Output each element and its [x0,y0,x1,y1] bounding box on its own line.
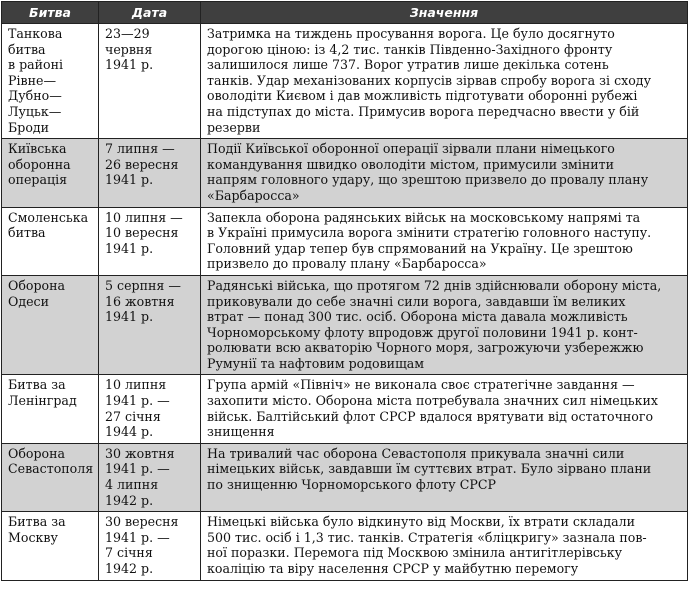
battle-cell: Битва за Москву [2,512,99,580]
battles-table [1,1,688,581]
battle-cell: Оборона Севастополя [2,443,99,511]
table-row [2,443,688,511]
battle-cell: Битва за Ленінград [2,375,99,443]
header-battle: Битва [2,2,99,24]
header-significance: Значення [201,2,688,24]
date-cell: 5 серпня — 16 жовтня 1941 р. [99,275,201,375]
date-cell: 30 вересня 1941 р. — 7 січня 1942 р. [99,512,201,580]
significance-cell: На тривалий час оборона Севастополя прикувала значні сили німецьких військ, завдавши їм суттєвих втрат. Було зірвано плани по знищенню Чорноморського флоту СРСР [201,443,688,511]
date-cell: 7 липня — 26 вересня 1941 р. [99,139,201,207]
date-cell: 23—29 червня 1941 р. [99,24,201,139]
date-cell: 10 липня 1941 р. — 27 січня 1944 р. [99,375,201,443]
header-date: Дата [99,2,201,24]
date-cell: 30 жовтня 1941 р. — 4 липня 1942 р. [99,443,201,511]
significance-cell: Німецькі війська було відкинуто від Москви, їх втрати складали 500 тис. осіб і 1,3 тис. танків. Стратегія «бліцкригу» зазнала пов- ної поразки. Перемога під Москвою змінила антигітлерівську коаліцію та віру населення СРСР у майбутню перемогу [201,512,688,580]
significance-cell: Група армій «Північ» не виконала своє стратегічне завдання — захопити місто. Оборона міста потребувала значних сил німецьких військ. Балтійський флот СРСР вдалося врятувати від остаточного знищення [201,375,688,443]
table-row [2,24,688,139]
table-row [2,207,688,275]
battles-table-container [1,1,687,581]
significance-cell: Події Київської оборонної операції зірвали плани німецького командування швидко оволодіти містом, примусили змінити напрям головного удару, що зрештою призвело до провалу плану «Барбаросса» [201,139,688,207]
battle-cell: Танкова битва в районі Рівне— Дубно— Луцьк— Броди [2,24,99,139]
table-row [2,375,688,443]
battle-cell: Смоленська битва [2,207,99,275]
significance-cell: Запекла оборона радянських військ на московському напрямі та в Україні примусила ворога змінити стратегію головного наступу. Головний удар тепер був спрямований на Україну. Це зрештою призвело до провалу плану «Барбаросса» [201,207,688,275]
table-row [2,139,688,207]
significance-cell: Затримка на тиждень просування ворога. Це було досягнуто дорогою ціною: із 4,2 тис. танків Південно-Західного фронту залишилося лише 737. Ворог утратив лише декілька сотень танків. Удар механізованих корпусів зірвав спробу ворога зі сходу оволодіти Києвом і дав можливість підготувати оборонні рубежі на підступах до міста. Примусив ворога передчасно ввести у бій резерви [201,24,688,139]
table-row [2,512,688,580]
table-header-row [2,2,688,24]
battle-cell: Оборона Одеси [2,275,99,375]
significance-cell: Радянські війська, що протягом 72 днів здійснювали оборону міста, приковували до себе значні сили ворога, завдавши їм великих втрат — понад 300 тис. осіб. Оборона міста давала можливість Чорноморському флоту впродовж другої половини 1941 р. конт- ролювати всю акваторію Чорного моря, загрожуючи узбережжю Румунії та нафтовим родовищам [201,275,688,375]
table-row [2,275,688,375]
battle-cell: Київська оборонна операція [2,139,99,207]
date-cell: 10 липня — 10 вересня 1941 р. [99,207,201,275]
